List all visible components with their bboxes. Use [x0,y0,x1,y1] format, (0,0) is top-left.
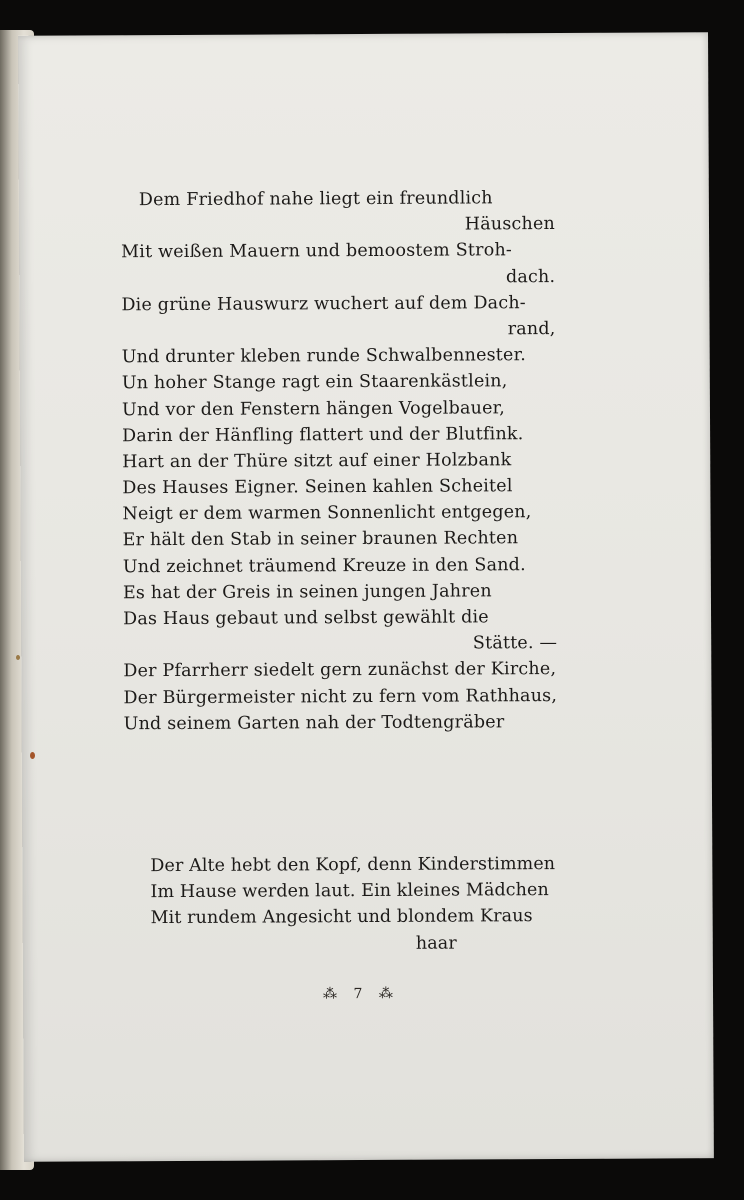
poem-line: Stätte. — [472,633,558,654]
poem-line: Im Hause werden laut. Ein kleines Mädchen [150,880,549,903]
poem-line: Darin der Hänfling flattert und der Blutfink. [122,423,524,446]
poem-line: Dem Friedhof nahe liegt ein freundlich [138,188,493,211]
poem-line: dach. [505,266,556,287]
poem-line: Er hält den Stab in seiner braunen Rechten [122,528,519,551]
poem-line: Und vor den Fenstern hängen Vogelbauer, [121,397,506,420]
poem-stanza-2 [150,851,581,958]
poem-line: Häuschen [464,214,556,235]
poem-line: Es hat der Greis in seinen jungen Jahren [122,581,492,604]
poem-line: Der Bürgermeister nicht zu fern vom Rathhaus, [123,685,558,708]
poem-line: rand, [507,318,556,340]
poem-line: Un hoher Stange ragt ein Staarenkästlein, [121,371,508,394]
poem-line: Das Haus gebaut und selbst gewählt die [123,607,489,630]
poem-line: Mit rundem Angesicht und blondem Kraus [150,906,533,929]
poem-line: Der Alte hebt den Kopf, denn Kinderstimmen [150,854,556,877]
poem-line: haar [415,933,457,954]
poem-line: Mit weißen Mauern und bemoostem Stroh- [121,240,513,263]
poem-line: Neigt er dem warmen Sonnenlicht entgegen, [122,502,532,525]
book-page [18,32,714,1162]
poem-line: Hart an der Thüre sitzt auf einer Holzbank [122,450,512,473]
poem-line: Und zeichnet träumend Kreuze in den Sand. [122,554,526,577]
stain-mark [16,655,20,660]
poem-line: Der Pfarrherr siedelt gern zunächst der Kirche, [123,659,557,682]
page-number: ⁂ 7 ⁂ [322,985,399,1003]
poem-line: Und drunter kleben runde Schwalbennester. [121,345,527,368]
stain-mark [30,752,35,759]
poem-line: Und seinem Garten nah der Todtengräber [123,712,505,735]
poem-line: Des Hauses Eigner. Seinen kahlen Scheitel [122,476,513,499]
poem-stanza-1 [121,185,564,737]
poem-line: Die grüne Hauswurz wuchert auf dem Dach- [121,292,526,316]
